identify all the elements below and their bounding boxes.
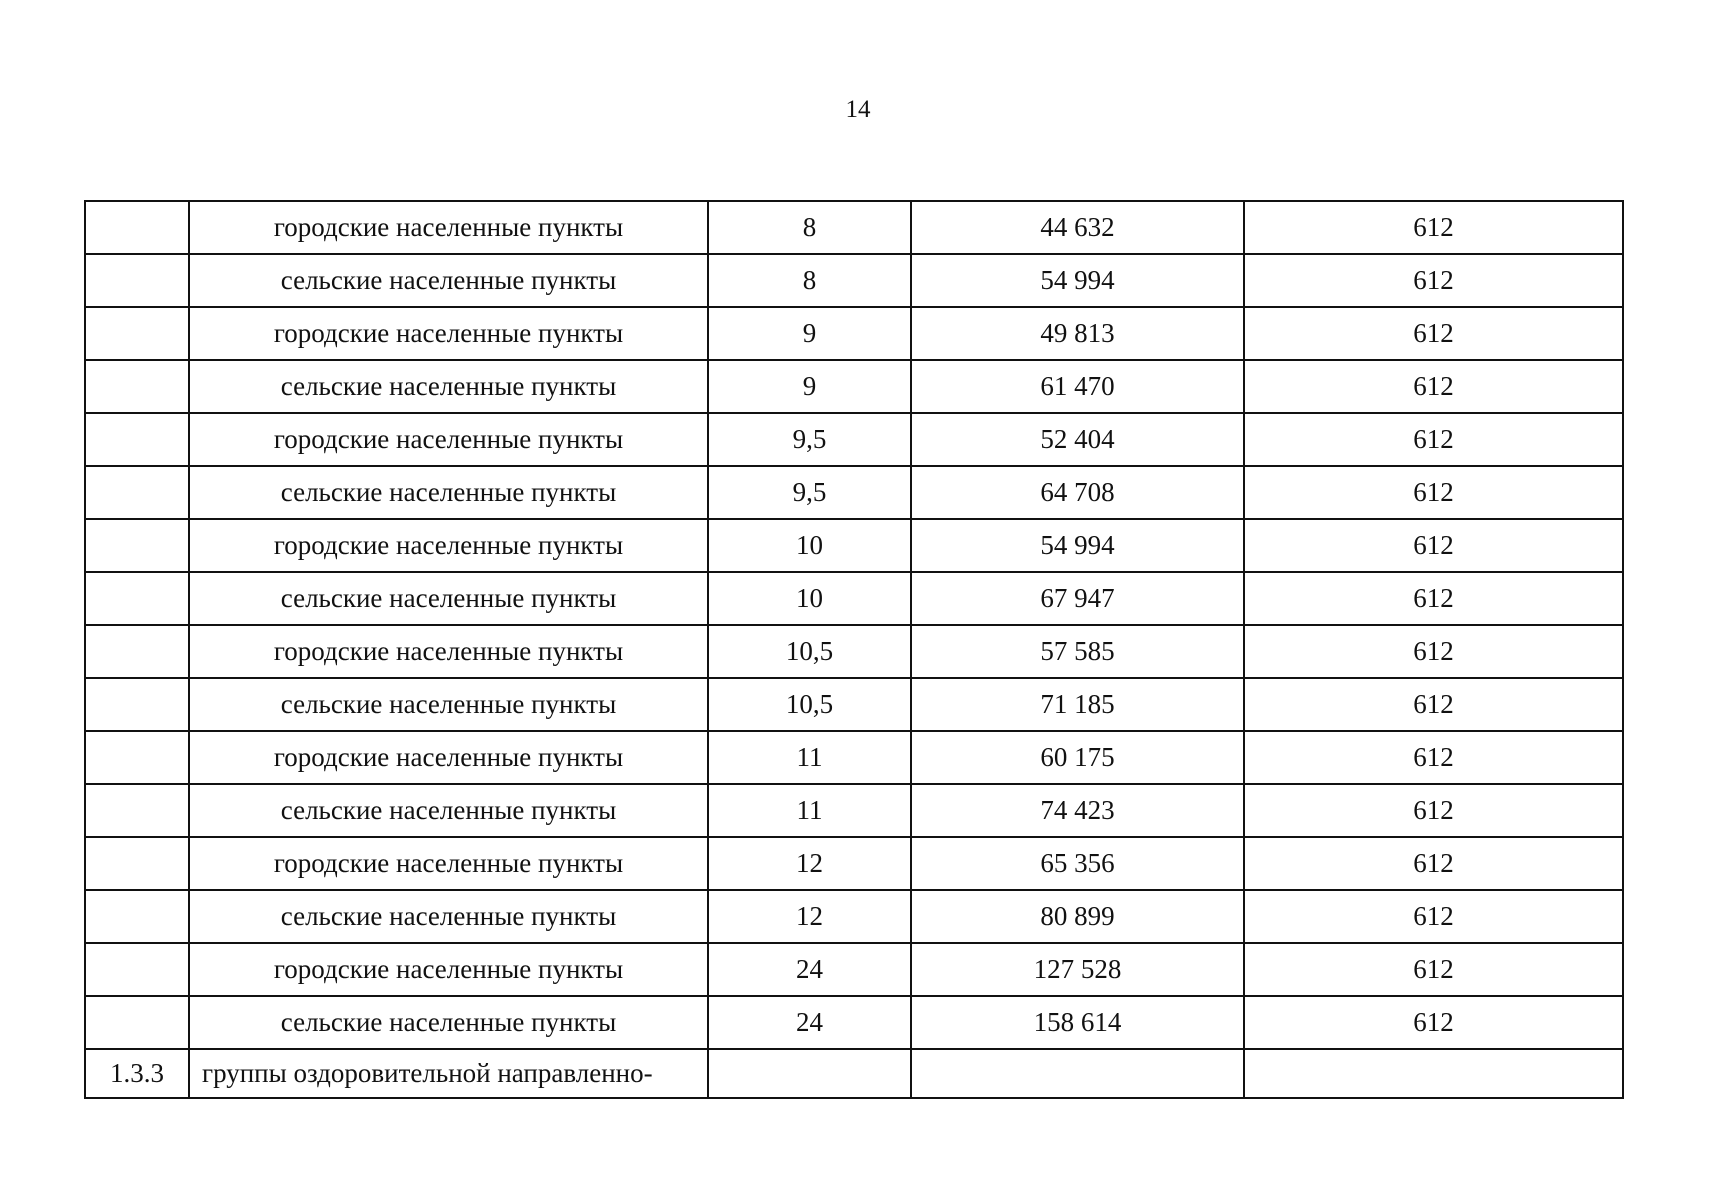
page-number: 14: [845, 96, 871, 123]
table-row: [85, 572, 1623, 625]
cell-cost: 57 585: [911, 625, 1244, 678]
cell-hours: 9,5: [708, 466, 911, 519]
table-row: [85, 996, 1623, 1049]
table-row: [85, 360, 1623, 413]
cell-settlement-type: городские населенные пункты: [189, 413, 708, 466]
table-row: [85, 943, 1623, 996]
cell-hours: 9: [708, 307, 911, 360]
cell-cost: [911, 1049, 1244, 1098]
table-row: [85, 201, 1623, 254]
cell-code: 612: [1244, 360, 1623, 413]
cell-item-number: 1.3.3: [85, 1049, 189, 1098]
cell-settlement-type: городские населенные пункты: [189, 201, 708, 254]
cell-item-number: [85, 625, 189, 678]
cell-settlement-type: группы оздоровительной направленно-: [189, 1049, 708, 1098]
cell-cost: 74 423: [911, 784, 1244, 837]
cell-cost: 60 175: [911, 731, 1244, 784]
cell-settlement-type: городские населенные пункты: [189, 625, 708, 678]
cell-code: 612: [1244, 466, 1623, 519]
table-row: [85, 307, 1623, 360]
cell-item-number: [85, 254, 189, 307]
table-row: [85, 784, 1623, 837]
cell-settlement-type: городские населенные пункты: [189, 731, 708, 784]
cell-code: 612: [1244, 572, 1623, 625]
cell-cost: 80 899: [911, 890, 1244, 943]
table-row: [85, 837, 1623, 890]
cell-cost: 71 185: [911, 678, 1244, 731]
cell-hours: 24: [708, 996, 911, 1049]
cell-cost: 61 470: [911, 360, 1244, 413]
cell-code: [1244, 1049, 1623, 1098]
tariff-table: [84, 200, 1624, 1099]
cell-code: 612: [1244, 307, 1623, 360]
table-row: [85, 890, 1623, 943]
cell-cost: 54 994: [911, 519, 1244, 572]
cell-item-number: [85, 360, 189, 413]
table-row: [85, 625, 1623, 678]
cell-item-number: [85, 731, 189, 784]
table-row: [85, 519, 1623, 572]
cell-settlement-type: сельские населенные пункты: [189, 784, 708, 837]
cell-code: 612: [1244, 943, 1623, 996]
table-row: [85, 731, 1623, 784]
cell-settlement-type: сельские населенные пункты: [189, 678, 708, 731]
cell-item-number: [85, 307, 189, 360]
cell-code: 612: [1244, 678, 1623, 731]
cell-code: 612: [1244, 625, 1623, 678]
cell-hours: 12: [708, 890, 911, 943]
cell-item-number: [85, 890, 189, 943]
cell-item-number: [85, 943, 189, 996]
table-row: [85, 413, 1623, 466]
cell-item-number: [85, 519, 189, 572]
table-row: [85, 678, 1623, 731]
cell-code: 612: [1244, 837, 1623, 890]
cell-hours: 8: [708, 254, 911, 307]
cell-item-number: [85, 413, 189, 466]
cell-cost: 49 813: [911, 307, 1244, 360]
cell-cost: 54 994: [911, 254, 1244, 307]
cell-hours: 24: [708, 943, 911, 996]
cell-item-number: [85, 784, 189, 837]
cell-cost: 127 528: [911, 943, 1244, 996]
cell-hours: 11: [708, 731, 911, 784]
cell-hours: [708, 1049, 911, 1098]
cell-settlement-type: городские населенные пункты: [189, 837, 708, 890]
cell-item-number: [85, 201, 189, 254]
cell-code: 612: [1244, 254, 1623, 307]
cell-item-number: [85, 678, 189, 731]
cell-settlement-type: сельские населенные пункты: [189, 572, 708, 625]
cell-hours: 10,5: [708, 678, 911, 731]
cell-cost: 65 356: [911, 837, 1244, 890]
cell-item-number: [85, 466, 189, 519]
cell-item-number: [85, 996, 189, 1049]
cell-settlement-type: городские населенные пункты: [189, 519, 708, 572]
cell-cost: 64 708: [911, 466, 1244, 519]
cell-cost: 67 947: [911, 572, 1244, 625]
cell-cost: 44 632: [911, 201, 1244, 254]
cell-cost: 52 404: [911, 413, 1244, 466]
cell-settlement-type: сельские населенные пункты: [189, 360, 708, 413]
cell-hours: 8: [708, 201, 911, 254]
cell-settlement-type: сельские населенные пункты: [189, 890, 708, 943]
table-row: [85, 466, 1623, 519]
table-row: [85, 1049, 1623, 1098]
cell-hours: 12: [708, 837, 911, 890]
cell-settlement-type: городские населенные пункты: [189, 943, 708, 996]
table-row: [85, 254, 1623, 307]
cell-settlement-type: сельские населенные пункты: [189, 466, 708, 519]
cell-hours: 9,5: [708, 413, 911, 466]
cell-settlement-type: городские населенные пункты: [189, 307, 708, 360]
cell-hours: 10: [708, 519, 911, 572]
cell-settlement-type: сельские населенные пункты: [189, 996, 708, 1049]
cell-code: 612: [1244, 996, 1623, 1049]
cell-hours: 11: [708, 784, 911, 837]
cell-item-number: [85, 837, 189, 890]
cell-code: 612: [1244, 519, 1623, 572]
cell-hours: 9: [708, 360, 911, 413]
cell-code: 612: [1244, 413, 1623, 466]
cell-item-number: [85, 572, 189, 625]
cell-hours: 10,5: [708, 625, 911, 678]
cell-cost: 158 614: [911, 996, 1244, 1049]
cell-code: 612: [1244, 201, 1623, 254]
cell-code: 612: [1244, 731, 1623, 784]
cell-code: 612: [1244, 890, 1623, 943]
cell-code: 612: [1244, 784, 1623, 837]
cell-settlement-type: сельские населенные пункты: [189, 254, 708, 307]
cell-hours: 10: [708, 572, 911, 625]
